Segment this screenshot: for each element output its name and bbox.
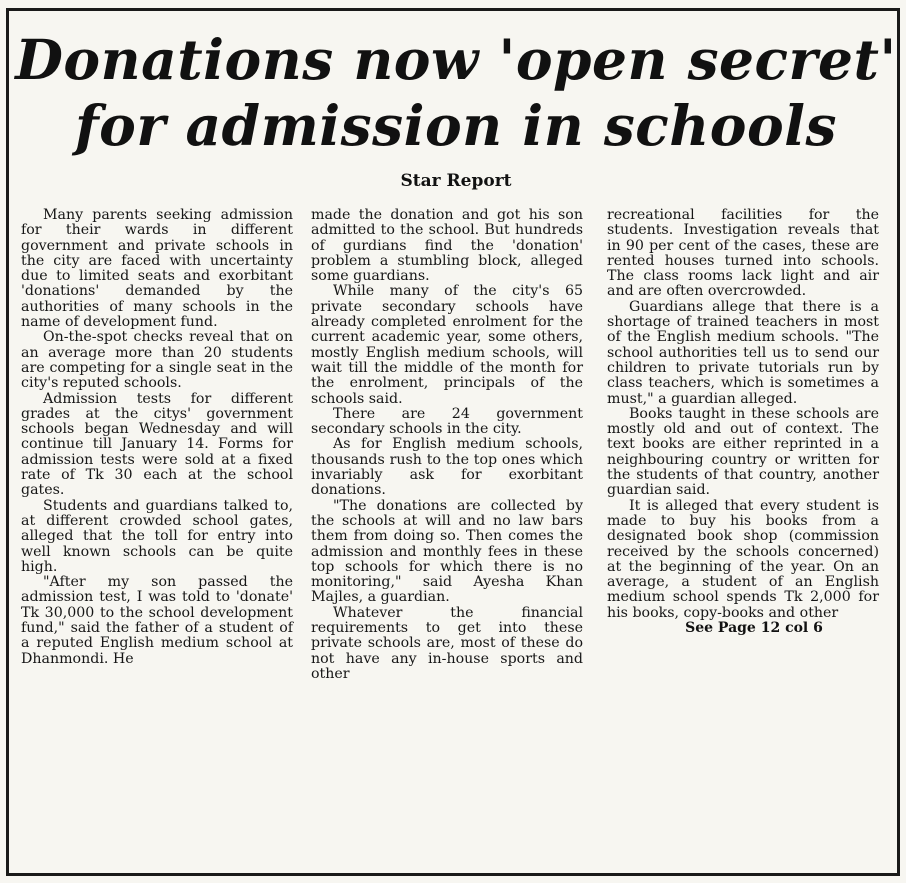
paragraph: "After my son passed the admission test, I was told to 'donate' Tk 30,000 to the school development fund," said the father of a student of a reputed English medium school at Dhanmondi. He [21, 574, 293, 667]
paragraph: "The donations are collected by the schools at will and no law bars them from doing so. Then comes the admission and monthly fees in these top schools for which there is no monitoring," said Ayesha Khan Majles, a guardian. [311, 497, 583, 606]
article-column-2 [311, 208, 583, 682]
paragraph: Books taught in these schools are mostly old and out of context. The text books are either reprinted in a neighbouring country or written for the students of that country, another guardian said. [607, 405, 879, 499]
paragraph: Admission tests for different grades at the citys' government schools began Wednesday and will continue till January 14. Forms for admission tests were sold at a fixed rate of Tk 30 each at the school gates. [21, 390, 293, 499]
article-column-3 [607, 208, 879, 636]
article-border [6, 8, 900, 876]
paragraph: There are 24 government secondary schools in the city. [311, 405, 583, 438]
paragraph: It is alleged that every student is made to buy his books from a designated book shop (commission received by the schools concerned) at the beginning of the year. On an average, a student of an English medium school spends Tk 2,000 for his books, copy-books and other [607, 497, 879, 621]
paragraph-continued: recreational facilities for the students. Investigation reveals that in 90 per cent of the cases, these are rented houses turned into schools. The class rooms lack light and air and are often overcrowded. [607, 207, 879, 300]
paragraph: Whatever the financial requirements to get into these private schools are, most of these do not have any in-house sports and other [311, 604, 583, 682]
paragraph: As for English medium schools, thousands rush to the top ones which invariably ask for exorbitant donations. [311, 436, 583, 499]
paragraph-continued: made the donation and got his son admitted to the school. But hundreds of gurdians find the 'donation' problem a stumbling block, alleged some guardians. [311, 207, 583, 285]
headline-line-2: for admission in schools [75, 93, 837, 158]
article-column-1 [21, 208, 293, 667]
paragraph: Guardians allege that there is a shortage of trained teachers in most of the English medium schools. "The school authorities tell us to send our children to private tutorials run by class teachers, which is sometimes a must," a guardian alleged. [607, 298, 879, 407]
paragraph: Students and guardians talked to, at different crowded school gates, alleged that the toll for entry into well known schools can be quite high. [21, 497, 293, 575]
paragraph: Many parents seeking admission for their wards in different government and private schools in the city are faced with uncertainty due to limited seats and exorbitant 'donations' demanded by the authorities of many schools in the name of development fund. [21, 207, 293, 331]
headline-line-1: Donations now 'open secret' [15, 27, 897, 92]
byline: Star Report [400, 171, 512, 191]
continued-on-page-note: See Page 12 col 6 [685, 620, 823, 637]
paragraph: On-the-spot checks reveal that on an average more than 20 students are competing for a single seat in the city's reputed schools. [21, 329, 293, 392]
paragraph: While many of the city's 65 private secondary schools have already completed enrolment for the current academic year, some others, mostly English medium schools, will wait till the middle of the month for the enrolment, principals of the schools said. [311, 283, 583, 407]
